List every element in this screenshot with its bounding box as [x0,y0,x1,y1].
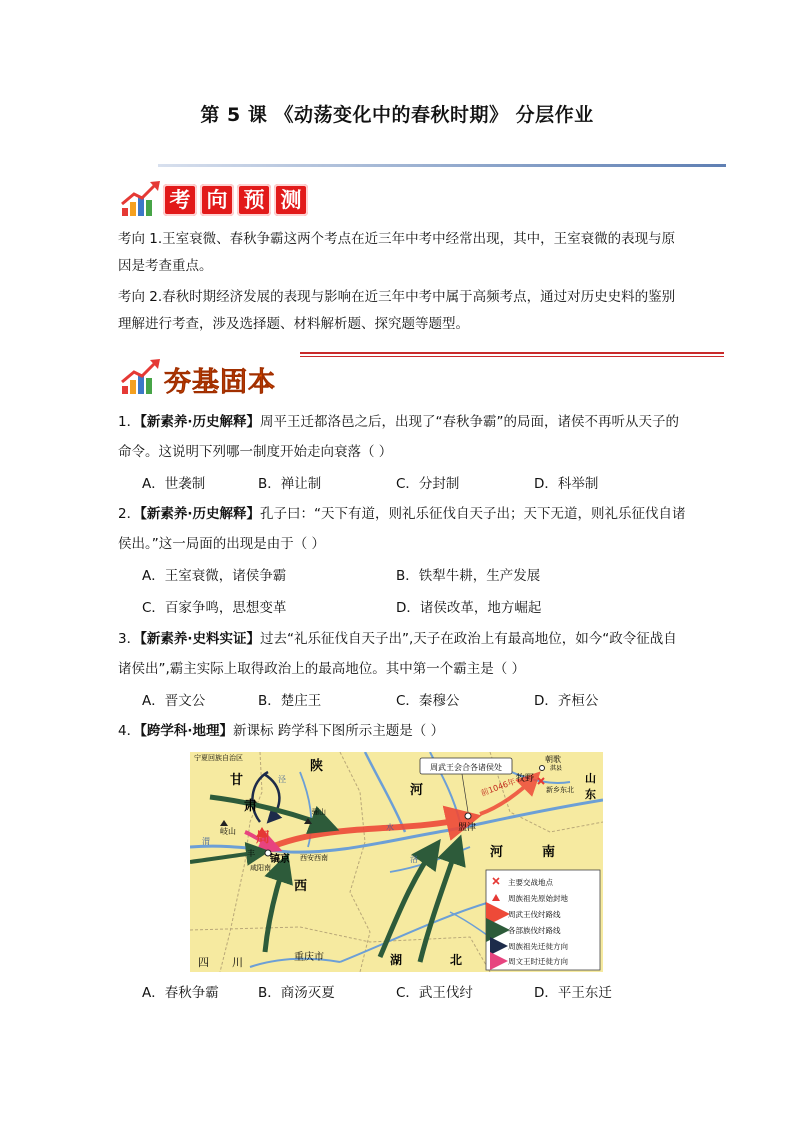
map-label: 重庆市 [294,952,324,963]
question-number: 4． [118,723,141,739]
map-label: 牧野 [516,774,535,784]
map-label: 泾 [278,775,286,784]
legend-item: 主要交战地点 [508,878,553,887]
trend-chart-icon [120,356,164,396]
map-label: 河 [410,783,424,798]
section-divider-thin [300,356,724,357]
legend-item: 周族祖先原始封地 [508,894,568,903]
section-divider [300,352,724,354]
option-b[interactable]: B．铁犁牛耕，生产发展 [396,568,541,584]
question-2 [118,499,688,559]
map-label: 咸阳南 [250,864,271,872]
option-d[interactable]: D．平王东迁 [534,985,612,1001]
question-4 [118,716,688,746]
map-label: 山 [585,772,596,785]
option-c[interactable]: C．武王伐纣 [396,985,473,1001]
map-label: 湖 [390,953,403,967]
legend-item: 周文王时迁徙方向 [508,957,568,966]
question-text: 周平王迁都洛邑之后，出现了“春秋争霸”的局面，诸侯不再听从天子的命令。这说明下列哪一制度开始走向衰落（ ） [118,414,679,460]
map-label: 洛 [410,855,418,864]
option-a[interactable]: A．世袭制 [142,476,206,492]
option-d[interactable]: D．科举制 [534,476,599,492]
heading-char-badge: 预 [237,184,271,216]
map-label: 河 [490,845,504,860]
map-label: 水 [386,823,394,832]
heading-char-badge: 测 [274,184,308,216]
option-a[interactable]: A．王室衰微，诸侯争霸 [142,568,287,584]
section-heading-text: 夯基固本 [164,367,276,398]
question-3 [118,624,688,684]
historical-map [190,752,603,972]
question-number: 1． [118,414,141,430]
option-b[interactable]: B．商汤灭夏 [258,985,335,1001]
question-tag: 【跨学科·地理】 [140,723,233,739]
heading-char-badge: 向 [200,184,234,216]
map-label: 陕 [310,759,324,774]
map-label-zhou: 周 [256,830,270,846]
forecast-paragraph-2: 考向 2.春秋时期经济发展的表现与影响在近三年中考中属于高频考点，通过对历史史料的鉴别理解进行考查，涉及选择题、材料解析题、探究题等题型。 [118,289,676,332]
map-label: 肃 [244,799,258,814]
legend-item: 周族祖先迁徙方向 [508,942,568,951]
section-heading-forecast [120,178,380,222]
map-label: 西安西南 [300,854,328,862]
option-c[interactable]: C．秦穆公 [396,693,460,709]
map-callout: 周武王会合各诸侯处 [430,763,502,772]
option-b[interactable]: B．楚庄王 [258,693,322,709]
page-title: 第 5 课 《动荡变化中的春秋时期》 分层作业 [200,104,594,126]
legend-item: 周武王伐纣路线 [508,910,561,919]
option-c[interactable]: C．百家争鸣，思想变革 [142,600,287,616]
option-d[interactable]: D．诸侯改革，地方崛起 [396,600,542,616]
trend-chart-icon [120,178,164,218]
legend-item: 各部族伐纣路线 [508,926,561,935]
question-tag: 【新素养·历史解释】 [140,506,260,522]
map-label: 川 [232,956,243,969]
question-tag: 【新素养·史料实证】 [140,631,260,647]
option-b[interactable]: B．禅让制 [258,476,322,492]
map-label: 西 [294,879,308,894]
question-1 [118,407,688,467]
question-number: 3． [118,631,141,647]
forecast-paragraph-1: 考向 1.王室衰微、春秋争霸这两个考点在近三年中考中经常出现，其中，王室衰微的表现与原因是考查重点。 [118,231,676,274]
option-d[interactable]: D．齐桓公 [534,693,599,709]
question-number: 2． [118,506,141,522]
question-text: 过去“礼乐征伐自天子出”,天子在政治上有最高地位，如今“政令征战自诸侯出”,霸主实际上取得政治上的最高地位。其中第一个霸主是（ ） [118,631,677,677]
title-divider [158,164,726,167]
map-label: 骊山 [312,808,326,816]
map-label-date: 前1046年 [479,776,517,798]
option-a[interactable]: A．春秋争霸 [142,985,219,1001]
map-label: 镐京 [270,854,290,865]
option-a[interactable]: A．晋文公 [142,693,206,709]
map-label: 丰 [247,849,255,858]
question-text: 孔子曰：“天下有道，则礼乐征伐自天子出；天下无道，则礼乐征伐自诸侯出。”这一局面的出现是由于（ ） [118,506,686,552]
map-label: 甘 [230,773,244,788]
map-label: 新乡东北 [546,786,574,794]
map-label: 四 [198,956,209,969]
map-label: 宁夏回族自治区 [194,754,243,762]
map-label: 岐山 [220,827,236,836]
heading-char-badge: 考 [163,184,197,216]
map-label: 北 [450,953,463,967]
question-text: 新课标 跨学科下图所示主题是（ ） [232,723,445,739]
map-label: 南 [542,845,556,860]
map-label: 朝歌 [545,755,561,764]
section-heading-foundation [120,356,320,400]
map-label: 东 [585,788,596,801]
map-legend [486,870,600,970]
option-c[interactable]: C．分封制 [396,476,460,492]
map-label: 盟津 [458,823,477,833]
map-label: 淇县 [550,765,563,772]
map-label: 渭 [202,837,210,846]
question-tag: 【新素养·历史解释】 [140,414,260,430]
